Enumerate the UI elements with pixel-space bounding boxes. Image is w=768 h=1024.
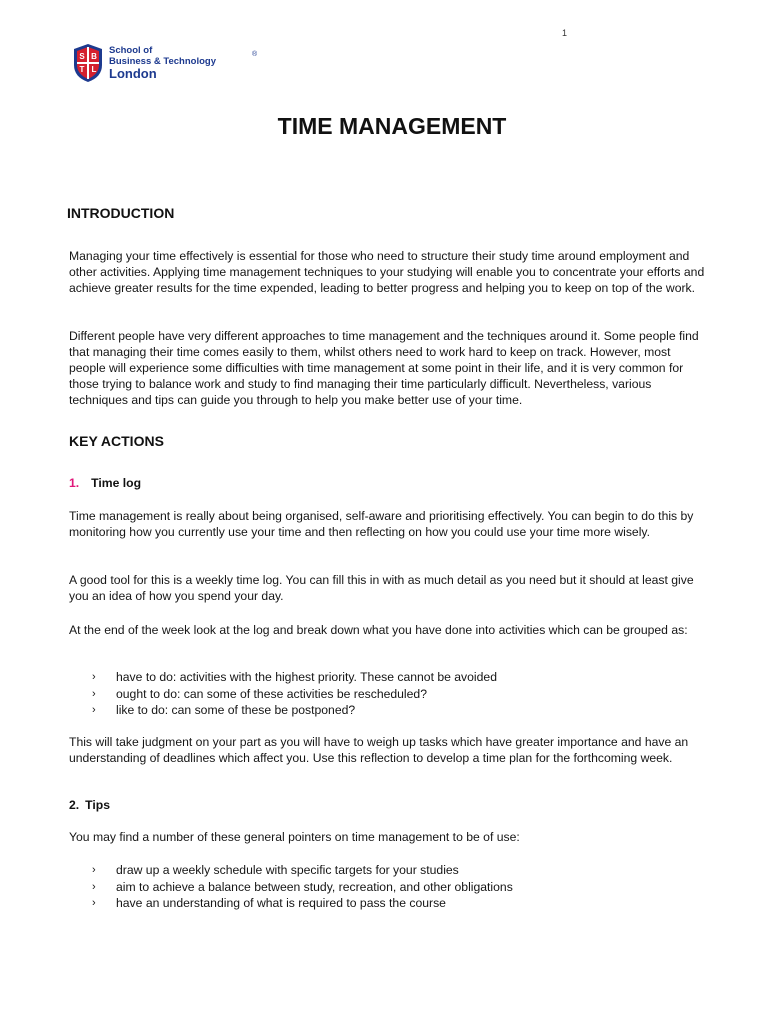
time-log-closing: This will take judgment on your part as you will have to weigh up tasks which have greater importance and have an understanding of deadlines which affect you. Use this reflection to develop a time plan for the forthcoming week. xyxy=(69,735,689,765)
tips-intro: You may find a number of these general pointers on time management to be of use: xyxy=(69,830,520,844)
shield-letter: T xyxy=(79,65,85,74)
registered-mark: ® xyxy=(252,51,258,58)
page-number: 1 xyxy=(562,28,568,38)
list-item xyxy=(92,669,497,686)
time-log-paragraph-3: At the end of the week look at the log and break down what you have done into activities which can be grouped as: xyxy=(69,623,688,637)
bullet-marker: › xyxy=(92,897,96,909)
introduction-heading: INTRODUCTION xyxy=(67,205,175,221)
list-item-text: have an understanding of what is required to pass the course xyxy=(116,896,446,910)
list-item xyxy=(92,895,513,912)
bullet-marker: › xyxy=(92,671,96,683)
activity-groups-list xyxy=(92,669,497,719)
shield-letter: L xyxy=(91,65,97,74)
list-item xyxy=(92,702,497,719)
list-item-text: aim to achieve a balance between study, recreation, and other obligations xyxy=(116,879,513,894)
list-item xyxy=(92,686,497,703)
time-log-title: Time log xyxy=(91,476,142,490)
list-item xyxy=(92,879,513,896)
logo-wordmark xyxy=(109,45,258,81)
bullet-marker: › xyxy=(92,864,96,876)
logo-line-1: School of xyxy=(109,45,153,56)
page-title: TIME MANAGEMENT xyxy=(277,113,507,139)
shield-crest-icon xyxy=(72,43,104,83)
bullet-marker: › xyxy=(92,704,96,716)
logo-line-3: London xyxy=(109,66,157,81)
logo-line-2: Business & Technology xyxy=(109,56,216,67)
intro-paragraph-1: Managing your time effectively is essential for those who need to structure their study time around employment and other activities. Applying time management techniques to your studying will enable you to concentrate your efforts and achieve greater results for the time expended, leading to better progress and helping you to keep on top of the work. xyxy=(69,249,705,295)
tips-list xyxy=(92,862,513,912)
intro-paragraph-2: Different people have very different approaches to time management and the techniques around it. Some people find that managing their time comes easily to them, whilst others need to work hard to keep on track. However, most people will experience some difficulties with time management at some point in their life, and it is very common for those trying to balance work and study to find managing their time particularly difficult. Nevertheless, various techniques and tips can guide you through to help you make better use of your time. xyxy=(69,329,699,407)
list-item xyxy=(92,862,513,879)
bullet-marker: › xyxy=(92,880,96,893)
shield-letter: B xyxy=(91,52,97,61)
list-item-text: like to do: can some of these be postponed? xyxy=(116,703,356,717)
time-log-paragraph-2: A good tool for this is a weekly time log. You can fill this in with as much detail as you need but it should at least give you an idea of how you spend your day. xyxy=(69,573,694,603)
time-log-heading xyxy=(69,476,141,490)
list-item-text: ought to do: can some of these activities be rescheduled? xyxy=(116,686,427,701)
tips-number: 2. xyxy=(69,798,80,812)
list-item-text: have to do: activities with the highest priority. These cannot be avoided xyxy=(116,670,497,684)
shield-letter: S xyxy=(79,52,85,61)
tips-heading xyxy=(69,798,110,812)
bullet-marker: › xyxy=(92,687,96,700)
list-item-text: draw up a weekly schedule with specific targets for your studies xyxy=(116,863,459,877)
tips-title: Tips xyxy=(85,798,111,812)
time-log-paragraph-1: Time management is really about being organised, self-aware and prioritising effectively. You can begin to do this by monitoring how you currently use your time and then reflecting on how you could use your time more wisely. xyxy=(69,509,694,539)
key-actions-heading: KEY ACTIONS xyxy=(69,433,164,449)
school-logo xyxy=(72,43,258,83)
time-log-number: 1. xyxy=(69,476,80,490)
